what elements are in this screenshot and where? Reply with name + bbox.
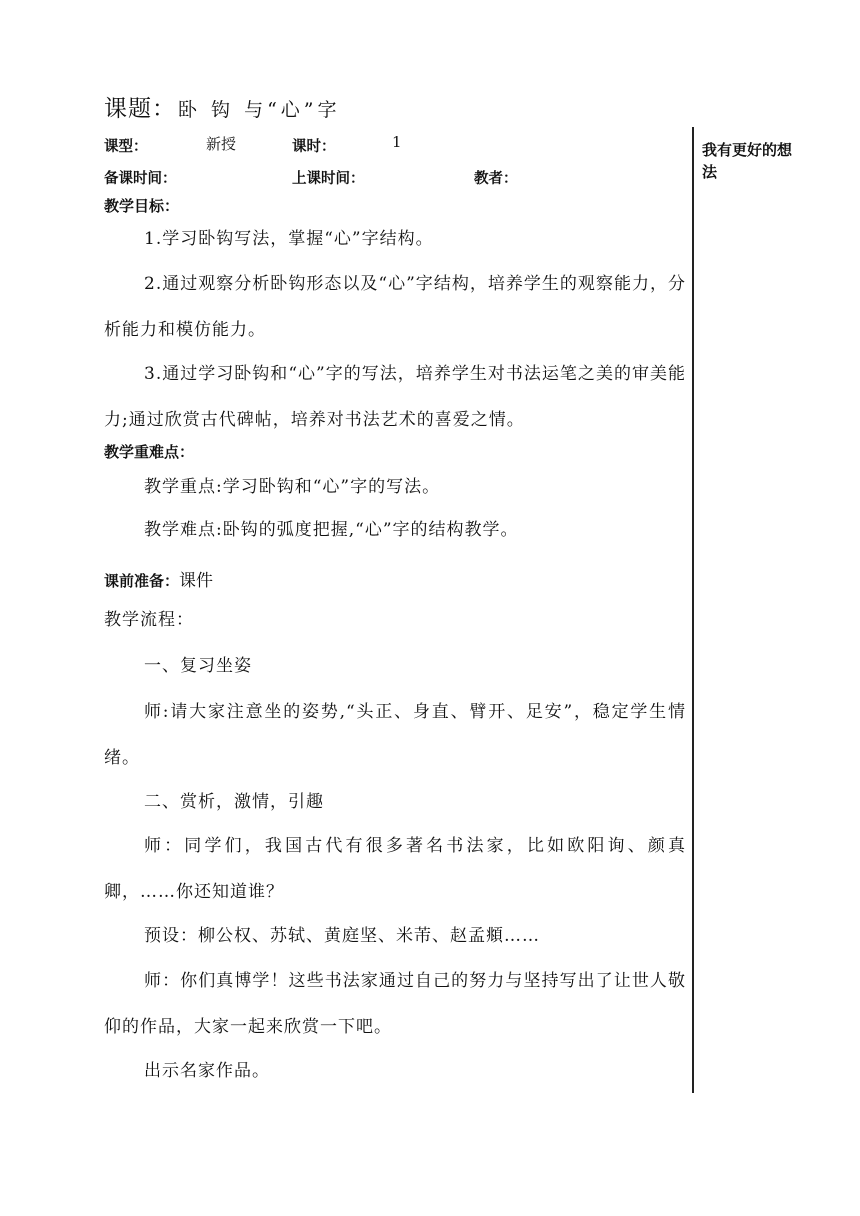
key-difficulty: 教学难点:卧钩的弧度把握,“心”字的结构教学。	[144, 520, 519, 540]
process-line: 师：同学们，我国古代有很多著名书法家，比如欧阳询、颜真卿，……你还知道谁？	[104, 836, 686, 902]
goal-item-2: 2.通过观察分析卧钩形态以及“心”字结构，培养学生的观察能力，分析能力和模仿能力。	[104, 274, 686, 340]
class-time-label: 上课时间：	[292, 171, 365, 187]
process-line: 二、赏析，激情，引趣	[144, 792, 324, 812]
lesson-title	[104, 90, 341, 123]
process-line: 出示名家作品。	[144, 1061, 270, 1081]
goal-item-1: 1.学习卧钩写法，掌握“心”字结构。	[144, 229, 434, 249]
teacher-label: 教者：	[474, 171, 518, 187]
side-note: 我有更好的想法	[702, 141, 793, 181]
type-label: 课型：	[104, 139, 148, 155]
process-line: 预设：柳公权、苏轼、黄庭坚、米芾、赵孟頫……	[144, 926, 540, 946]
title-value: 卧 钩 与“心”字	[178, 99, 341, 121]
prep-time-label: 备课时间：	[104, 171, 177, 187]
prep-line	[104, 566, 213, 591]
goals-heading: 教学目标：	[104, 197, 180, 215]
prep-value: 课件	[179, 571, 214, 591]
hours-label: 课时：	[292, 139, 336, 155]
key-points-heading: 教学重难点：	[104, 443, 195, 461]
process-heading: 教学流程：	[104, 610, 194, 630]
prep-label: 课前准备：	[104, 572, 180, 590]
process-line: 师:请大家注意坐的姿势,“头正、身直、臂开、足安”，稳定学生情绪。	[104, 702, 686, 768]
hours-value: 1	[392, 133, 402, 151]
type-value: 新授	[206, 135, 237, 153]
goal-item-3: 3.通过学习卧钩和“心”字的写法，培养学生对书法运笔之美的审美能力;通过欣赏古代碑帖，培养对书法艺术的喜爱之情。	[104, 364, 686, 430]
process-line: 师：你们真博学！这些书法家通过自己的努力与坚持写出了让世人敬仰的作品，大家一起来欣赏一下吧。	[104, 971, 686, 1037]
title-label: 课题：	[104, 96, 176, 122]
process-line: 一、复习坐姿	[144, 656, 252, 676]
key-focus: 教学重点:学习卧钩和“心”字的写法。	[144, 477, 441, 497]
column-divider	[692, 127, 694, 1093]
